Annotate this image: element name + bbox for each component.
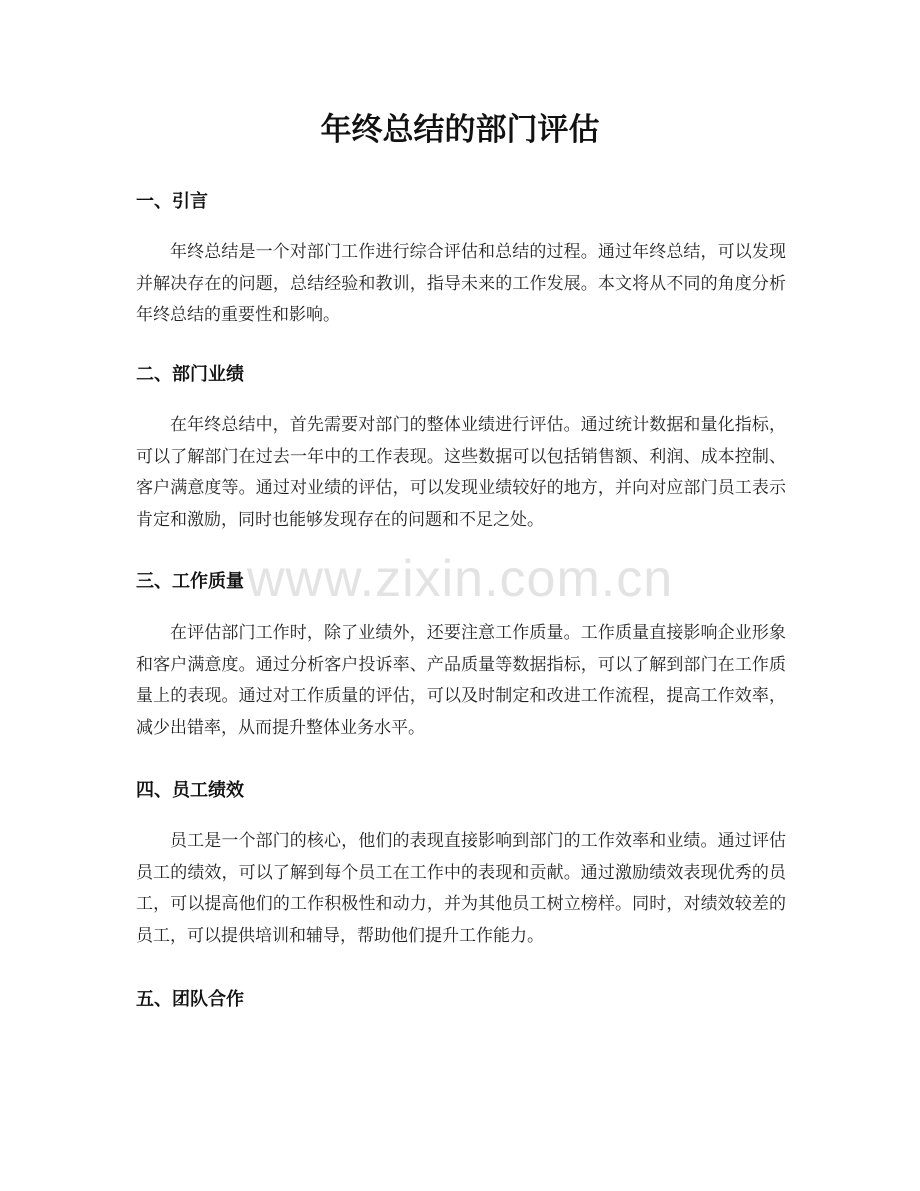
section-paragraph-introduction: 年终总结是一个对部门工作进行综合评估和总结的过程。通过年终总结，可以发现并解决存在的问题，总结经验和教训，指导未来的工作发展。本文将从不同的角度分析年终总结的重要性和影响。 xyxy=(136,242,786,325)
section-paragraph-department-performance: 在年终总结中，首先需要对部门的整体业绩进行评估。通过统计数据和量化指标，可以了解部门在过去一年中的工作表现。这些数据可以包括销售额、利润、成本控制、客户满意度等。通过对业绩的评估，可以发现业绩较好的地方，并向对应部门员工表示肯定和激励，同时也能够发现存在的问题和不足之处。 xyxy=(136,415,786,530)
section-heading-employee-performance: 四、员工绩效 xyxy=(136,780,244,801)
document-title: 年终总结的部门评估 xyxy=(320,112,600,148)
section-paragraph-employee-performance: 员工是一个部门的核心，他们的表现直接影响到部门的工作效率和业绩。通过评估员工的绩效，可以了解到每个员工在工作中的表现和贡献。通过激励绩效表现优秀的员工，可以提高他们的工作积极性和动力，并为其他员工树立榜样。同时，对绩效较差的员工，可以提供培训和辅导，帮助他们提升工作能力。 xyxy=(136,831,786,946)
section-heading-department-performance: 二、部门业绩 xyxy=(136,364,244,385)
watermark-text: www.zixin.com.cn xyxy=(246,550,674,608)
section-heading-teamwork: 五、团队合作 xyxy=(136,989,244,1010)
section-heading-work-quality: 三、工作质量 xyxy=(136,571,244,592)
section-paragraph-work-quality: 在评估部门工作时，除了业绩外，还要注意工作质量。工作质量直接影响企业形象和客户满意度。通过分析客户投诉率、产品质量等数据指标，可以了解到部门在工作质量上的表现。通过对工作质量的评估，可以及时制定和改进工作流程，提高工作效率，减少出错率，从而提升整体业务水平。 xyxy=(136,623,786,738)
section-heading-introduction: 一、引言 xyxy=(136,191,208,212)
